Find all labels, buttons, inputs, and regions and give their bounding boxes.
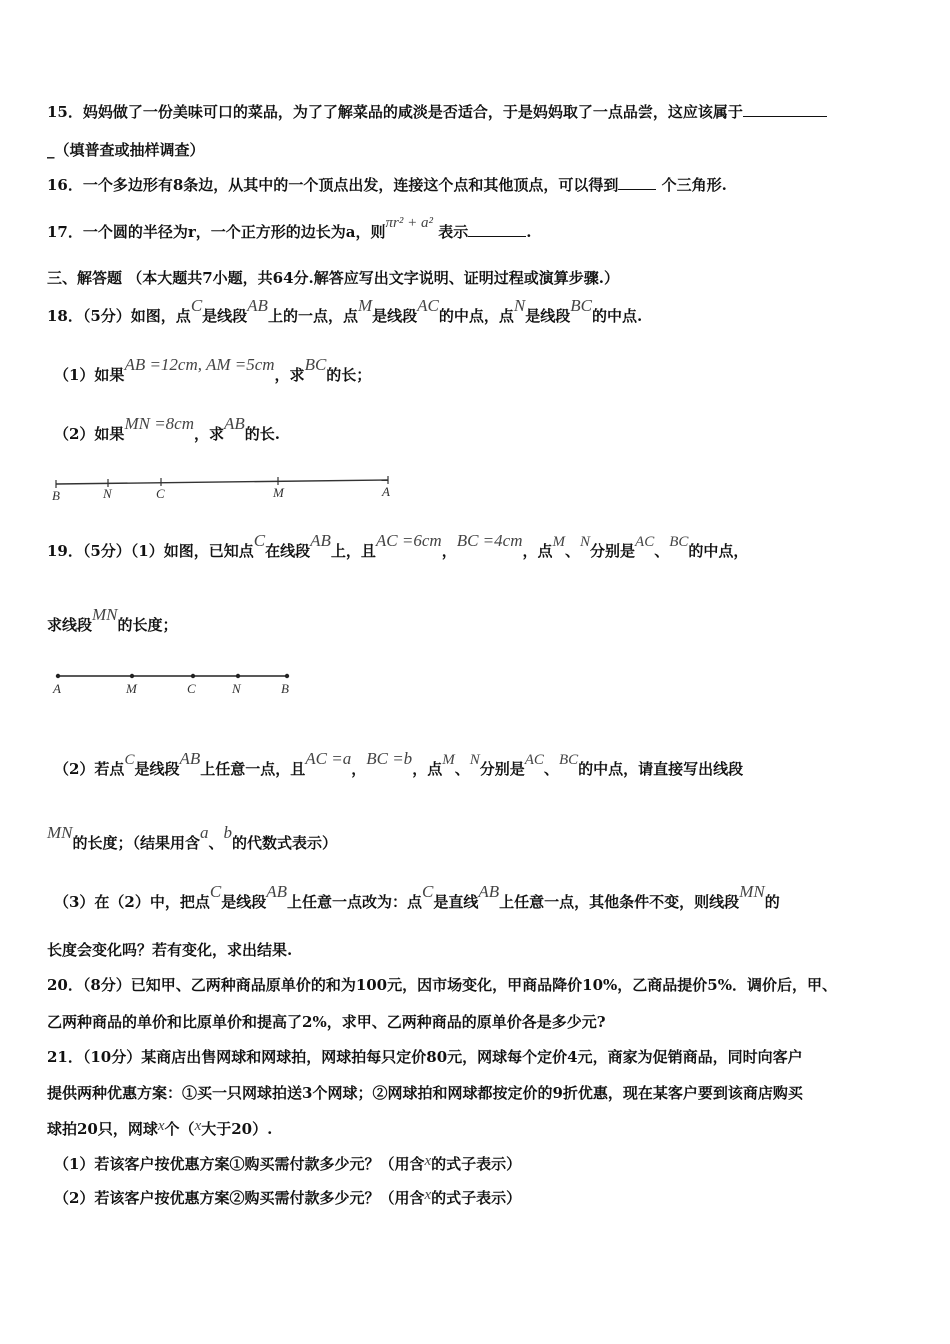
q18-s1expr: AB =12cm, AM =5cm: [124, 355, 275, 374]
q19-s3e: 上任意一点，其他条件不变，则线段: [499, 893, 740, 911]
q18-M: M: [357, 296, 373, 315]
q18-p4: 是线段: [372, 307, 418, 325]
q19-sep2: 、: [654, 542, 670, 560]
q18-sub2: [54, 414, 281, 444]
q19-s2-comma: ，: [351, 760, 367, 778]
q18-BC: BC: [570, 296, 592, 315]
q19-label-a: A: [53, 681, 61, 696]
q19-p6: 的中点，: [688, 542, 749, 560]
q21-text2: 提供两种优惠方案：①买一只网球拍送3个网球；②网球拍和网球都按定价的9折优惠，现在某客户要到该商店购买: [47, 1084, 803, 1102]
q19-s2a: （2）若点: [54, 760, 125, 778]
q21-line2: [47, 1082, 803, 1103]
q19-s2-MN: MN: [47, 823, 73, 842]
q19-l2b: 的长度；: [117, 616, 178, 634]
q18-label-a: A: [382, 484, 390, 499]
q21-x1: x: [157, 1118, 165, 1134]
q15-blank: [743, 102, 827, 117]
q18-p2: 是线段: [202, 307, 248, 325]
q18-C: C: [190, 296, 203, 315]
q21-s1-x: x: [424, 1153, 432, 1169]
q19-ACa: AC =a: [305, 749, 352, 768]
q19-sub2: [54, 749, 744, 779]
q19-sub2-line2: [47, 823, 338, 853]
q18-s2c: 的长.: [244, 425, 281, 443]
q15-line1: [47, 101, 827, 122]
q21-line3: [47, 1118, 272, 1139]
q19-s2h: 的代数式表示）: [232, 834, 338, 852]
q19-s2g: 的长度；（结果用含: [72, 834, 201, 852]
q19-line2: [47, 605, 178, 635]
q17-blank: [468, 222, 526, 237]
q16: [47, 174, 727, 195]
q21-sub2: [54, 1187, 521, 1208]
section3-title: [47, 267, 619, 288]
q18-p7: 的中点.: [592, 307, 643, 325]
q15-hint: （填普查或抽样调查）: [54, 141, 205, 159]
q21-sub1: [54, 1153, 521, 1174]
q18-s2expr: MN =8cm: [124, 414, 194, 433]
q19-C: C: [253, 531, 266, 550]
q19-p5: 分别是: [590, 542, 636, 560]
q18-AB: AB: [247, 296, 268, 315]
q19-BC: BC: [669, 534, 689, 550]
q19-p2: 在线段: [265, 542, 311, 560]
q16-blank: [618, 175, 656, 190]
q19-label-m: M: [126, 681, 137, 696]
q19-sub3-line2: [47, 939, 292, 960]
q16-text: 16．一个多边形有8条边，从其中的一个顶点出发，连接这个点和其他顶点，可以得到: [47, 176, 619, 194]
q18-p3: 上的一点，点: [267, 307, 358, 325]
q17-expr: πr² + a²: [385, 215, 433, 231]
q19-s3c: 上任意一点改为：点: [287, 893, 423, 911]
q19-sub3: [54, 882, 780, 912]
q19-BCb: BC =b: [366, 749, 413, 768]
q21-s1b: 的式子表示）: [431, 1155, 522, 1173]
q21-s2a: （2）若该客户按优惠方案②购买需付款多少元？（用含: [54, 1189, 425, 1207]
q17-tail: .: [526, 223, 532, 241]
q19-s3d: 是直线: [433, 893, 479, 911]
q21-line3a: 球拍20只，网球: [47, 1120, 158, 1138]
q19-M: M: [552, 534, 565, 550]
q18-label-m: M: [273, 485, 284, 500]
q19-point-a: [56, 674, 60, 678]
q18-s1BC: BC: [304, 355, 327, 374]
q18-stem: [47, 296, 643, 326]
q19-s2-N: N: [469, 752, 480, 768]
q19-s3f: 的: [764, 893, 780, 911]
q19-N: N: [580, 534, 591, 550]
q19-s2b: 是线段: [134, 760, 180, 778]
q19-s2f: 的中点，请直接写出线段: [578, 760, 744, 778]
q19-point-n: [236, 674, 240, 678]
q19-s2-sep1: 、: [454, 760, 470, 778]
q18-s2AB: AB: [224, 414, 245, 433]
q20-line2: [47, 1011, 605, 1032]
q19-s3b: 是线段: [221, 893, 267, 911]
q21-line3b: 个（: [164, 1120, 195, 1138]
q21-text1: 21．（10分）某商店出售网球和网球拍，网球拍每只定价80元，网球每个定价4元，商家为促销商品，同时向客户: [47, 1048, 803, 1066]
q19-s2-AB: AB: [179, 749, 201, 768]
q19-s2-sep2: 、: [543, 760, 559, 778]
q17-text: 17．一个圆的半径为r，一个正方形的边长为a，则: [47, 223, 386, 241]
q19-s2d: ，点: [412, 760, 443, 778]
q18-s1a: （1）如果: [54, 366, 125, 384]
q21-x2: x: [194, 1118, 202, 1134]
q19-p3: 上，且: [330, 542, 376, 560]
q19-point-c: [191, 674, 195, 678]
q19-p4: ，点: [522, 542, 553, 560]
q16-tail: 个三角形.: [661, 176, 727, 194]
q20-text2: 乙两种商品的单价和比原单价和提高了2%，求甲、乙两种商品的原单价各是多少元?: [47, 1013, 606, 1031]
q21-s2b: 的式子表示）: [431, 1189, 522, 1207]
q19-label-c: C: [187, 681, 196, 696]
q19-s2-BC: BC: [558, 752, 579, 768]
q19-l2a: 求线段: [47, 616, 93, 634]
q18-figure: [50, 474, 395, 504]
q18-N: N: [513, 296, 526, 315]
q19-s2c: 上任意一点，且: [200, 760, 306, 778]
q18-s2a: （2）如果: [54, 425, 125, 443]
q18-label-n: N: [103, 486, 112, 501]
q18-s2b: ，求: [193, 425, 224, 443]
q20-text1: 20．（8分）已知甲、乙两种商品原单价的和为100元，因市场变化，甲商品降价10%，乙商品提价5%．调价后，甲、: [47, 976, 837, 994]
q19-s2-sep3: 、: [208, 834, 224, 852]
q19-AC: AC: [635, 534, 655, 550]
q19-point-b: [285, 674, 289, 678]
q18-label-c: C: [156, 486, 165, 501]
q19-s2-M: M: [442, 752, 455, 768]
q19-a: a: [200, 823, 209, 842]
q19-s2-AC: AC: [524, 752, 544, 768]
q21-line1: [47, 1046, 803, 1067]
q17-mid: 表示: [438, 223, 469, 241]
q15-blank-tail: _: [47, 141, 55, 159]
q19-s3-AB1: AB: [266, 882, 288, 901]
q19-b: b: [223, 823, 233, 842]
q21-s2-x: x: [424, 1187, 432, 1203]
q18-label-b: B: [52, 488, 60, 503]
q18-segment: [56, 480, 388, 484]
q19-s3-C1: C: [209, 882, 222, 901]
q17: [47, 215, 532, 242]
q19-figure: [52, 668, 297, 698]
q15-line2: [47, 139, 205, 160]
q20-line1: [47, 974, 837, 995]
q19-s3-AB2: AB: [478, 882, 500, 901]
q19-sep1: 、: [565, 542, 581, 560]
q19-AB: AB: [310, 531, 331, 550]
q19-s3-MN: MN: [739, 882, 765, 901]
q21-line3c: 大于20）.: [201, 1120, 273, 1138]
q18-AC: AC: [417, 296, 439, 315]
section3-title-text: 三、解答题 （本大题共7小题，共64分.解答应写出文字说明、证明过程或演算步骤.）: [47, 269, 619, 287]
q15-text: 15．妈妈做了一份美味可口的菜品，为了了解菜品的咸淡是否适合，于是妈妈取了一点品尝，这应该属于: [47, 103, 743, 121]
q19-comma: ，: [441, 542, 457, 560]
q18-p5: 的中点，点: [438, 307, 514, 325]
q18-s1b: ，求: [274, 366, 305, 384]
q19-label-b: B: [281, 681, 289, 696]
q18-p1: 18．（5分）如图，点: [47, 307, 191, 325]
q19-stem: [47, 531, 749, 561]
q19-p1: 19．（5分）（1）如图，已知点: [47, 542, 254, 560]
q19-s3g: 长度会变化吗？若有变化，求出结果.: [47, 941, 293, 959]
q21-s1a: （1）若该客户按优惠方案①购买需付款多少元？（用含: [54, 1155, 425, 1173]
q18-s1c: 的长；: [326, 366, 372, 384]
q19-s3-C2: C: [422, 882, 434, 901]
q19-s2e: 分别是: [479, 760, 525, 778]
q19-s2-C: C: [124, 752, 135, 768]
q18-sub1: [54, 355, 372, 385]
q19-BC4: BC =4cm: [456, 531, 523, 550]
q19-AC6: AC =6cm: [375, 531, 442, 550]
q18-p6: 是线段: [525, 307, 571, 325]
q19-MN: MN: [92, 605, 118, 624]
q19-point-m: [130, 674, 134, 678]
q19-s3a: （3）在（2）中，把点: [54, 893, 210, 911]
q19-label-n: N: [232, 681, 241, 696]
